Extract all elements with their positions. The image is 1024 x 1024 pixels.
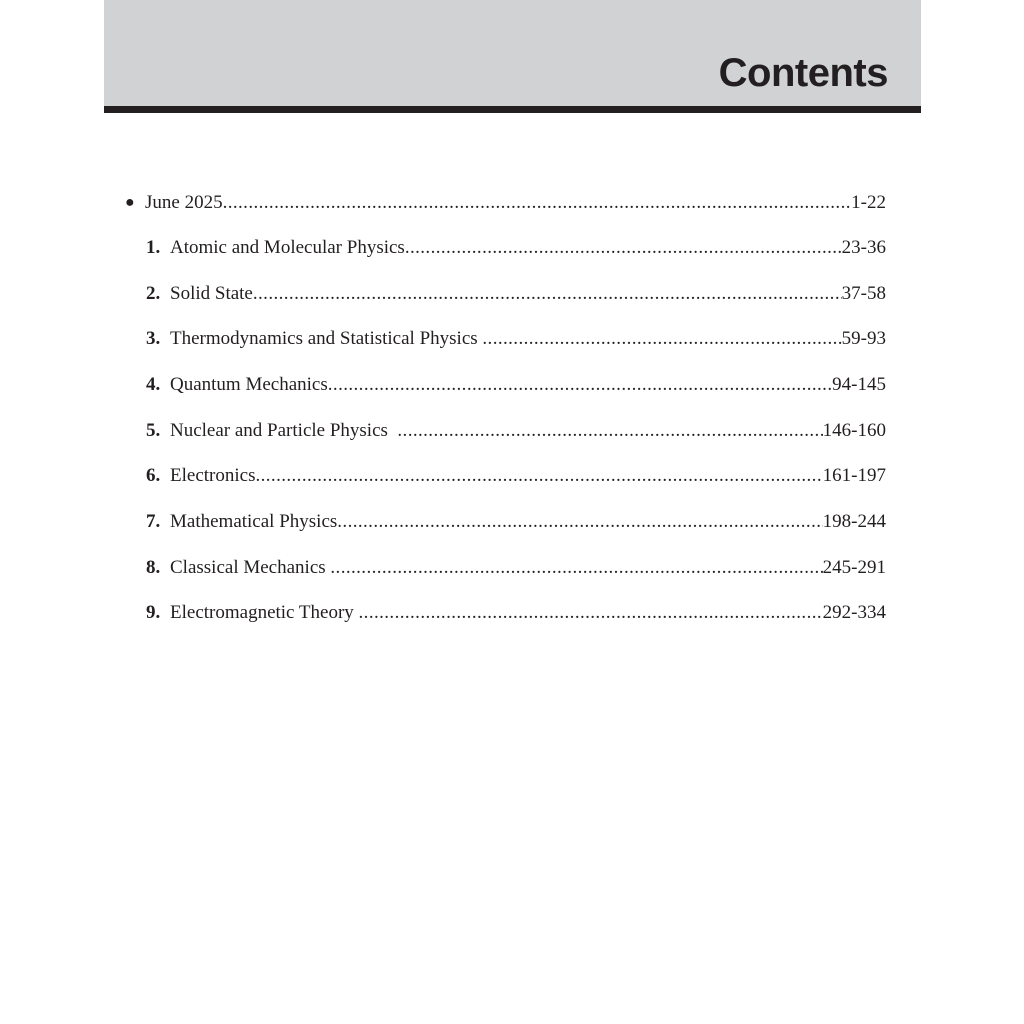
dot-leader xyxy=(397,418,822,444)
toc-entry-title: Solid State xyxy=(170,283,253,304)
dot-leader xyxy=(253,281,842,307)
dot-leader xyxy=(255,463,822,489)
toc-entry-pages: 23-36 xyxy=(841,237,886,258)
toc-entry-line xyxy=(170,463,886,489)
toc-entry-title: Nuclear and Particle Physics xyxy=(170,420,398,441)
toc-entry-line xyxy=(170,418,886,444)
toc-entry-line xyxy=(170,555,886,581)
toc-entry-title: Thermodynamics and Statistical Physics xyxy=(170,328,483,349)
toc-entry-2[interactable] xyxy=(0,281,1024,307)
toc-entry-number: 5. xyxy=(146,420,161,441)
toc-entry-pages: 245-291 xyxy=(822,557,886,578)
dot-leader xyxy=(405,235,842,261)
bullet-icon: ● xyxy=(125,194,135,211)
toc-entry-title: Electronics xyxy=(170,465,256,486)
toc-entry-june-2025[interactable] xyxy=(0,190,1024,216)
toc-entry-number: 1. xyxy=(146,237,161,258)
toc-entry-line xyxy=(145,190,886,216)
toc-entry-title: Classical Mechanics xyxy=(170,557,331,578)
toc-entry-line xyxy=(170,600,886,626)
toc-entry-number: 9. xyxy=(146,602,161,623)
toc-entry-5[interactable] xyxy=(0,418,1024,444)
toc-entry-number: 2. xyxy=(146,283,161,304)
dot-leader xyxy=(359,600,823,626)
toc-entry-pages: 1-22 xyxy=(851,192,886,213)
toc-entry-pages: 94-145 xyxy=(832,374,886,395)
toc-entry-8[interactable] xyxy=(0,555,1024,581)
dot-leader xyxy=(337,509,822,535)
toc-entry-number: 3. xyxy=(146,328,161,349)
toc-entry-number: 4. xyxy=(146,374,161,395)
toc-entry-3[interactable] xyxy=(0,326,1024,352)
toc-entry-number: 6. xyxy=(146,465,161,486)
toc-entry-line xyxy=(170,372,886,398)
header-band xyxy=(104,0,921,106)
toc-entry-4[interactable] xyxy=(0,372,1024,398)
toc-entry-7[interactable] xyxy=(0,509,1024,535)
toc-entry-number: 7. xyxy=(146,511,161,532)
dot-leader xyxy=(330,555,822,581)
toc-entry-1[interactable] xyxy=(0,235,1024,261)
toc-entry-title: Mathematical Physics xyxy=(170,511,338,532)
toc-entry-pages: 198-244 xyxy=(822,511,886,532)
toc-entry-pages: 161-197 xyxy=(822,465,886,486)
toc-entry-6[interactable] xyxy=(0,463,1024,489)
toc-entry-line xyxy=(170,326,886,352)
toc-entry-number: 8. xyxy=(146,557,161,578)
toc-entry-pages: 37-58 xyxy=(841,283,886,304)
toc-entry-pages: 146-160 xyxy=(822,420,886,441)
toc-entry-line xyxy=(170,509,886,535)
toc-entry-title: Atomic and Molecular Physics xyxy=(170,237,405,258)
header-rule xyxy=(104,106,921,113)
dot-leader xyxy=(328,372,832,398)
dot-leader xyxy=(223,190,852,216)
toc-entry-pages: 59-93 xyxy=(841,328,886,349)
toc-entry-9[interactable] xyxy=(0,600,1024,626)
toc-entry-title: Electromagnetic Theory xyxy=(170,602,359,623)
toc-entry-title: June 2025 xyxy=(145,192,223,213)
toc-entry-line xyxy=(170,281,886,307)
toc-entry-pages: 292-334 xyxy=(822,602,886,623)
toc-entry-line xyxy=(170,235,886,261)
dot-leader xyxy=(482,326,841,352)
page-title: Contents xyxy=(718,51,888,95)
toc-entry-title: Quantum Mechanics xyxy=(170,374,328,395)
